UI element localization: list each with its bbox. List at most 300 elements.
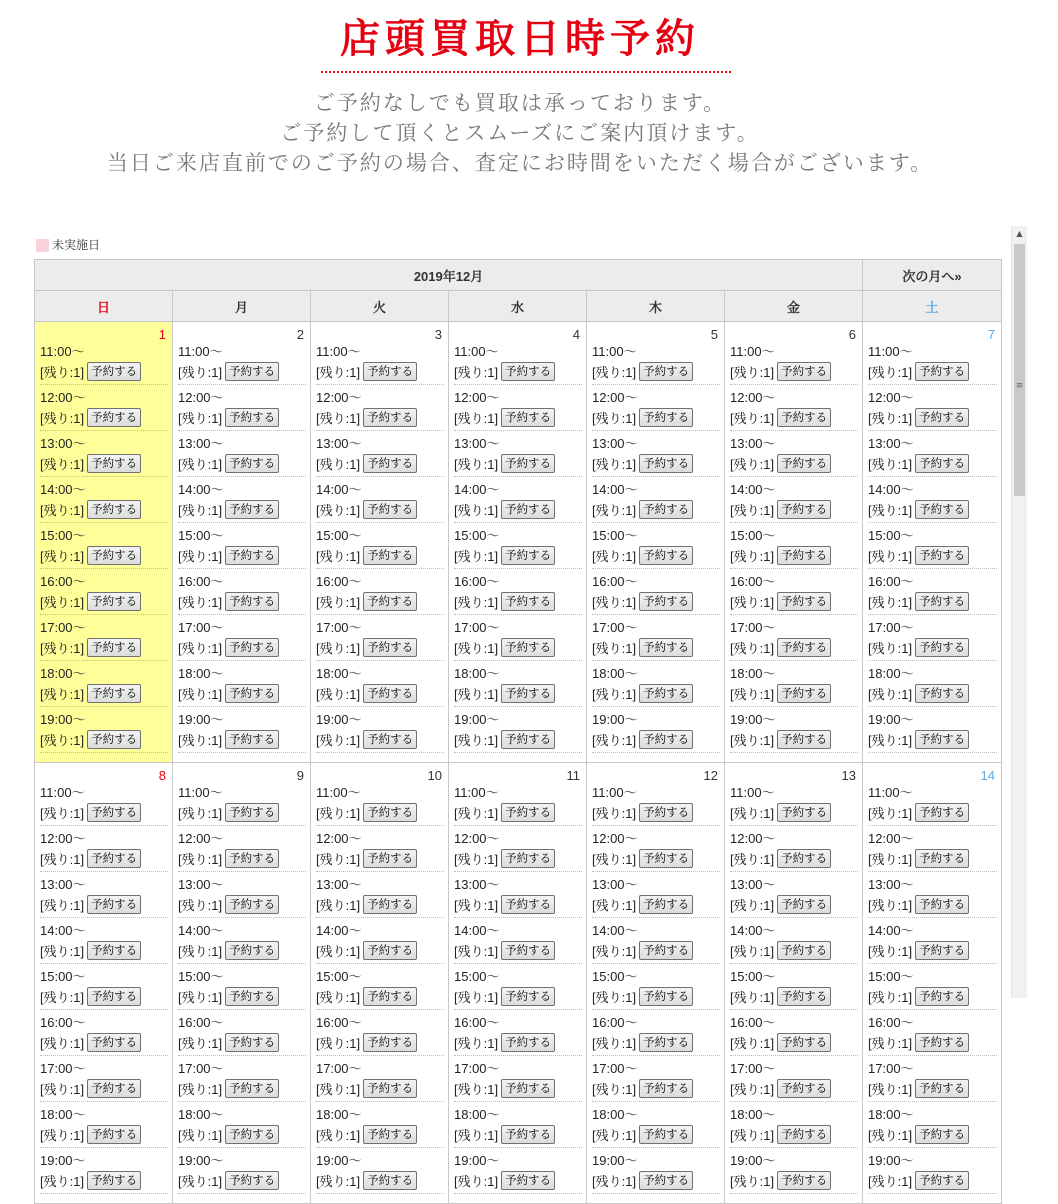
slot-time: 15:00〜 <box>868 528 914 543</box>
reserve-button[interactable]: 予約する <box>363 1125 417 1144</box>
reserve-button[interactable]: 予約する <box>363 592 417 611</box>
reserve-button[interactable]: 予約する <box>87 362 141 381</box>
slot-remaining: [残り:1] <box>592 687 637 702</box>
reserve-button[interactable]: 予約する <box>639 1033 693 1052</box>
reserve-button[interactable]: 予約する <box>363 362 417 381</box>
slot-availability <box>592 986 720 1007</box>
slot-availability <box>730 1078 858 1099</box>
time-slot <box>592 1059 720 1102</box>
time-slot <box>454 710 582 753</box>
reserve-button[interactable]: 予約する <box>363 546 417 565</box>
slot-time: 18:00〜 <box>40 1107 86 1122</box>
day-number: 3 <box>434 327 442 342</box>
time-slot <box>868 1105 997 1148</box>
time-slot <box>316 967 444 1010</box>
reserve-button[interactable]: 予約する <box>225 803 279 822</box>
reserve-button[interactable]: 予約する <box>87 500 141 519</box>
slot-remaining: [残り:1] <box>592 898 637 913</box>
slot-time: 15:00〜 <box>730 528 776 543</box>
time-slot <box>40 388 168 431</box>
reserve-button[interactable]: 予約する <box>363 1079 417 1098</box>
reserve-button[interactable]: 予約する <box>363 1033 417 1052</box>
scroll-thumb[interactable] <box>1014 244 1025 496</box>
slot-availability <box>730 894 858 915</box>
reserve-button[interactable]: 予約する <box>639 638 693 657</box>
slot-time: 12:00〜 <box>316 390 362 405</box>
reserve-button[interactable]: 予約する <box>225 1125 279 1144</box>
slot-availability <box>316 848 444 869</box>
reserve-button[interactable]: 予約する <box>87 1033 141 1052</box>
time-slot <box>178 618 306 661</box>
reserve-button[interactable]: 予約する <box>777 1079 831 1098</box>
reserve-button[interactable]: 予約する <box>87 1171 141 1190</box>
slot-time: 13:00〜 <box>868 436 914 451</box>
reserve-button[interactable]: 予約する <box>639 362 693 381</box>
reserve-button[interactable]: 予約する <box>225 500 279 519</box>
weekday-sat: 土 <box>863 291 1002 322</box>
reserve-button[interactable]: 予約する <box>915 987 969 1006</box>
reserve-button[interactable]: 予約する <box>363 895 417 914</box>
time-slot <box>730 480 858 523</box>
slot-remaining: [残り:1] <box>178 852 223 867</box>
reserve-button[interactable]: 予約する <box>363 684 417 703</box>
reserve-button[interactable]: 予約する <box>915 895 969 914</box>
time-slot <box>178 1151 306 1194</box>
reserve-button[interactable]: 予約する <box>87 638 141 657</box>
reserve-button[interactable]: 予約する <box>363 849 417 868</box>
slot-availability <box>592 453 720 474</box>
reserve-button[interactable]: 予約する <box>87 895 141 914</box>
reserve-button[interactable]: 予約する <box>915 454 969 473</box>
slot-time: 18:00〜 <box>454 666 500 681</box>
intro-line-3: 当日ご来店直前でのご予約の場合、査定にお時間をいただく場合がございます。 <box>106 151 934 175</box>
reserve-button[interactable]: 予約する <box>639 1079 693 1098</box>
time-slot <box>40 1059 168 1102</box>
slot-time: 16:00〜 <box>178 574 224 589</box>
slot-remaining: [残り:1] <box>730 990 775 1005</box>
day-number: 6 <box>848 327 857 342</box>
reserve-button[interactable]: 予約する <box>777 1033 831 1052</box>
reserve-button[interactable]: 予約する <box>777 1125 831 1144</box>
time-slot <box>454 875 582 918</box>
reserve-button[interactable]: 予約する <box>639 1125 693 1144</box>
reserve-button[interactable]: 予約する <box>777 408 831 427</box>
reserve-button[interactable]: 予約する <box>225 987 279 1006</box>
slot-remaining: [残り:1] <box>454 411 499 426</box>
slot-time: 15:00〜 <box>40 969 86 984</box>
reserve-button[interactable]: 予約する <box>639 500 693 519</box>
reserve-button[interactable]: 予約する <box>363 730 417 749</box>
reserve-button[interactable]: 予約する <box>363 941 417 960</box>
slot-time: 17:00〜 <box>730 1061 776 1076</box>
reserve-button[interactable]: 予約する <box>225 730 279 749</box>
reserve-button[interactable]: 予約する <box>225 1079 279 1098</box>
time-slot <box>730 875 858 918</box>
reserve-button[interactable]: 予約する <box>225 638 279 657</box>
reserve-button[interactable]: 予約する <box>501 500 555 519</box>
reserve-button[interactable]: 予約する <box>501 638 555 657</box>
reserve-button[interactable]: 予約する <box>87 1079 141 1098</box>
slot-availability <box>40 848 168 869</box>
reserve-button[interactable]: 予約する <box>501 1079 555 1098</box>
reserve-button[interactable]: 予約する <box>915 1033 969 1052</box>
slot-availability <box>592 1032 720 1053</box>
slot-availability <box>40 1078 168 1099</box>
slot-remaining: [残り:1] <box>454 852 499 867</box>
reserve-button[interactable]: 予約する <box>915 592 969 611</box>
reserve-button[interactable]: 予約する <box>915 684 969 703</box>
reserve-button[interactable]: 予約する <box>501 408 555 427</box>
day-cell <box>311 322 449 763</box>
reserve-button[interactable]: 予約する <box>87 730 141 749</box>
reserve-button[interactable]: 予約する <box>225 408 279 427</box>
reserve-button[interactable]: 予約する <box>87 592 141 611</box>
reserve-button[interactable]: 予約する <box>87 941 141 960</box>
reserve-button[interactable]: 予約する <box>501 1125 555 1144</box>
day-number: 12 <box>703 768 718 783</box>
reserve-button[interactable]: 予約する <box>639 987 693 1006</box>
intro-line-2: ご予約して頂くとスムーズにご案内頂けます。 <box>280 121 760 145</box>
slot-remaining: [残り:1] <box>868 1174 913 1189</box>
reserve-button[interactable]: 予約する <box>639 546 693 565</box>
reserve-button[interactable]: 予約する <box>777 592 831 611</box>
time-slot <box>592 664 720 707</box>
slot-availability <box>178 940 306 961</box>
slot-remaining: [残り:1] <box>178 806 223 821</box>
reserve-button[interactable]: 予約する <box>501 803 555 822</box>
time-slot <box>868 829 997 872</box>
slot-time: 14:00〜 <box>40 482 86 497</box>
time-slot <box>178 1013 306 1056</box>
time-slot <box>592 710 720 753</box>
slot-availability <box>316 637 444 658</box>
reserve-button[interactable]: 予約する <box>363 408 417 427</box>
time-slot <box>178 710 306 753</box>
reserve-button[interactable]: 予約する <box>639 730 693 749</box>
weekday-mon: 月 <box>173 291 311 322</box>
time-slot <box>316 434 444 477</box>
slot-availability <box>178 1124 306 1145</box>
time-slot <box>40 342 168 385</box>
slot-remaining: [残り:1] <box>592 411 637 426</box>
time-slot <box>40 664 168 707</box>
slot-remaining: [残り:1] <box>868 990 913 1005</box>
time-slot <box>730 618 858 661</box>
reserve-button[interactable]: 予約する <box>915 941 969 960</box>
reserve-button[interactable]: 予約する <box>501 454 555 473</box>
time-slot <box>592 526 720 569</box>
slot-remaining: [残り:1] <box>868 595 913 610</box>
reserve-button[interactable]: 予約する <box>639 849 693 868</box>
weekday-tue: 火 <box>311 291 449 322</box>
slot-remaining: [残り:1] <box>868 365 913 380</box>
reserve-button[interactable]: 予約する <box>87 684 141 703</box>
reserve-button[interactable]: 予約する <box>777 1171 831 1190</box>
reserve-button[interactable]: 予約する <box>501 895 555 914</box>
slot-remaining: [残り:1] <box>454 365 499 380</box>
reserve-button[interactable]: 予約する <box>501 1033 555 1052</box>
reserve-button[interactable]: 予約する <box>501 546 555 565</box>
slot-remaining: [残り:1] <box>178 1128 223 1143</box>
reserve-button[interactable]: 予約する <box>225 546 279 565</box>
slot-time: 16:00〜 <box>40 1015 86 1030</box>
reserve-button[interactable]: 予約する <box>87 987 141 1006</box>
day-number: 13 <box>841 768 857 783</box>
page-scrollbar[interactable] <box>1011 226 1027 998</box>
reserve-button[interactable]: 予約する <box>777 454 831 473</box>
slot-remaining: [残り:1] <box>40 549 85 564</box>
slot-availability <box>178 591 306 612</box>
slot-remaining: [残り:1] <box>178 1082 223 1097</box>
slot-availability <box>178 545 306 566</box>
slot-time: 11:00〜 <box>868 785 913 800</box>
slot-availability <box>316 361 444 382</box>
scroll-up-arrow-icon[interactable]: ▲ <box>1016 229 1023 238</box>
slot-time: 12:00〜 <box>454 390 500 405</box>
reserve-button[interactable]: 予約する <box>777 684 831 703</box>
reserve-button[interactable]: 予約する <box>87 454 141 473</box>
slot-time: 14:00〜 <box>592 923 638 938</box>
slot-time: 13:00〜 <box>868 877 914 892</box>
reserve-button[interactable]: 予約する <box>915 500 969 519</box>
slot-remaining: [残り:1] <box>868 503 913 518</box>
time-slot <box>178 342 306 385</box>
reserve-button[interactable]: 予約する <box>225 849 279 868</box>
slot-remaining: [残り:1] <box>316 595 361 610</box>
slot-availability <box>178 848 306 869</box>
slot-remaining: [残り:1] <box>40 365 85 380</box>
reserve-button[interactable]: 予約する <box>363 638 417 657</box>
slot-time: 18:00〜 <box>316 666 362 681</box>
slot-time: 17:00〜 <box>454 1061 500 1076</box>
time-slot <box>316 526 444 569</box>
reserve-button[interactable]: 予約する <box>777 941 831 960</box>
reserve-button[interactable]: 予約する <box>87 408 141 427</box>
time-slot <box>178 480 306 523</box>
slot-availability <box>592 1078 720 1099</box>
reserve-button[interactable]: 予約する <box>915 730 969 749</box>
time-slot <box>316 1013 444 1056</box>
slot-availability <box>40 802 168 823</box>
slot-availability <box>592 637 720 658</box>
time-slot <box>178 783 306 826</box>
slot-availability <box>868 637 997 658</box>
reserve-button[interactable]: 予約する <box>639 408 693 427</box>
reserve-button[interactable]: 予約する <box>225 592 279 611</box>
time-slot <box>316 572 444 615</box>
slot-time: 16:00〜 <box>868 574 914 589</box>
slot-remaining: [残り:1] <box>40 641 85 656</box>
slot-time: 18:00〜 <box>316 1107 362 1122</box>
reserve-button[interactable]: 予約する <box>87 803 141 822</box>
slot-time: 14:00〜 <box>316 923 362 938</box>
slot-availability <box>592 894 720 915</box>
reserve-button[interactable]: 予約する <box>777 500 831 519</box>
slot-availability <box>40 1124 168 1145</box>
slot-time: 17:00〜 <box>454 620 500 635</box>
next-month-link[interactable]: 次の月へ» <box>863 260 1002 291</box>
reserve-button[interactable]: 予約する <box>501 592 555 611</box>
time-slot <box>592 480 720 523</box>
slot-availability <box>592 802 720 823</box>
time-slot <box>454 664 582 707</box>
slot-remaining: [残り:1] <box>40 503 85 518</box>
reserve-button[interactable]: 予約する <box>501 849 555 868</box>
slot-time: 19:00〜 <box>316 712 362 727</box>
reserve-button[interactable]: 予約する <box>87 546 141 565</box>
reserve-button[interactable]: 予約する <box>777 987 831 1006</box>
reserve-button[interactable]: 予約する <box>501 941 555 960</box>
reserve-button[interactable]: 予約する <box>363 454 417 473</box>
reserve-button[interactable]: 予約する <box>915 546 969 565</box>
time-slot <box>40 710 168 753</box>
reserve-button[interactable]: 予約する <box>777 849 831 868</box>
slot-time: 19:00〜 <box>178 1153 224 1168</box>
slot-remaining: [残り:1] <box>454 595 499 610</box>
reserve-button[interactable]: 予約する <box>777 362 831 381</box>
slot-availability <box>178 1170 306 1191</box>
slot-remaining: [残り:1] <box>316 549 361 564</box>
slot-time: 19:00〜 <box>454 1153 500 1168</box>
slot-time: 18:00〜 <box>40 666 86 681</box>
slot-availability <box>868 894 997 915</box>
reserve-button[interactable]: 予約する <box>777 546 831 565</box>
reserve-button[interactable]: 予約する <box>501 1171 555 1190</box>
reserve-button[interactable]: 予約する <box>639 1171 693 1190</box>
reserve-button[interactable]: 予約する <box>639 684 693 703</box>
time-slot <box>316 480 444 523</box>
time-slot <box>40 829 168 872</box>
reserve-button[interactable]: 予約する <box>87 849 141 868</box>
slot-time: 17:00〜 <box>316 620 362 635</box>
reserve-button[interactable]: 予約する <box>501 730 555 749</box>
slot-remaining: [残り:1] <box>178 411 223 426</box>
reserve-button[interactable]: 予約する <box>915 849 969 868</box>
reserve-button[interactable]: 予約する <box>501 684 555 703</box>
slot-time: 13:00〜 <box>454 877 500 892</box>
slot-time: 13:00〜 <box>178 877 224 892</box>
reserve-button[interactable]: 予約する <box>363 987 417 1006</box>
reserve-button[interactable]: 予約する <box>639 803 693 822</box>
slot-remaining: [残り:1] <box>40 898 85 913</box>
day-cell <box>863 763 1002 1204</box>
reserve-button[interactable]: 予約する <box>501 987 555 1006</box>
time-slot <box>316 1151 444 1194</box>
slot-remaining: [残り:1] <box>316 898 361 913</box>
reserve-button[interactable]: 予約する <box>363 803 417 822</box>
slot-time: 14:00〜 <box>868 482 914 497</box>
time-slot <box>868 921 997 964</box>
time-slot <box>868 1151 997 1194</box>
slot-remaining: [残り:1] <box>592 733 637 748</box>
slot-availability <box>868 848 997 869</box>
reserve-button[interactable]: 予約する <box>915 362 969 381</box>
slot-remaining: [残り:1] <box>316 1082 361 1097</box>
reserve-button[interactable]: 予約する <box>363 500 417 519</box>
reserve-button[interactable]: 予約する <box>915 408 969 427</box>
reserve-button[interactable]: 予約する <box>87 1125 141 1144</box>
slot-availability <box>868 729 997 750</box>
slot-time: 11:00〜 <box>868 344 913 359</box>
slot-availability <box>316 591 444 612</box>
reserve-button[interactable]: 予約する <box>915 638 969 657</box>
intro-text <box>0 88 1040 178</box>
reserve-button[interactable]: 予約する <box>777 730 831 749</box>
slot-remaining: [残り:1] <box>40 944 85 959</box>
slot-remaining: [残り:1] <box>868 1036 913 1051</box>
slot-remaining: [残り:1] <box>454 944 499 959</box>
reservation-calendar <box>34 259 1002 1204</box>
slot-availability <box>316 453 444 474</box>
reserve-button[interactable]: 予約する <box>225 1171 279 1190</box>
slot-remaining: [残り:1] <box>454 898 499 913</box>
slot-time: 15:00〜 <box>316 528 362 543</box>
time-slot <box>454 480 582 523</box>
reserve-button[interactable]: 予約する <box>639 895 693 914</box>
slot-time: 17:00〜 <box>40 1061 86 1076</box>
slot-availability <box>454 499 582 520</box>
time-slot <box>868 388 997 431</box>
reserve-button[interactable]: 予約する <box>915 1079 969 1098</box>
slot-availability <box>454 1078 582 1099</box>
slot-time: 19:00〜 <box>40 712 86 727</box>
reserve-button[interactable]: 予約する <box>777 638 831 657</box>
reserve-button[interactable]: 予約する <box>639 454 693 473</box>
day-cell <box>35 763 173 1204</box>
reserve-button[interactable]: 予約する <box>639 941 693 960</box>
slot-availability <box>868 802 997 823</box>
slot-time: 12:00〜 <box>40 831 86 846</box>
slot-time: 19:00〜 <box>592 1153 638 1168</box>
reserve-button[interactable]: 予約する <box>639 592 693 611</box>
reserve-button[interactable]: 予約する <box>777 803 831 822</box>
slot-availability <box>868 1078 997 1099</box>
slot-remaining: [残り:1] <box>316 1036 361 1051</box>
slot-availability <box>178 986 306 1007</box>
slot-time: 19:00〜 <box>730 712 776 727</box>
day-number: 4 <box>572 327 580 342</box>
slot-availability <box>40 407 168 428</box>
slot-time: 19:00〜 <box>178 712 224 727</box>
slot-time: 14:00〜 <box>178 923 224 938</box>
slot-availability <box>730 545 858 566</box>
slot-time: 18:00〜 <box>592 1107 638 1122</box>
reserve-button[interactable]: 予約する <box>915 1125 969 1144</box>
reserve-button[interactable]: 予約する <box>225 895 279 914</box>
slot-availability <box>868 591 997 612</box>
reserve-button[interactable]: 予約する <box>915 1171 969 1190</box>
time-slot <box>40 526 168 569</box>
slot-availability <box>178 894 306 915</box>
time-slot <box>592 1151 720 1194</box>
slot-time: 11:00〜 <box>454 785 499 800</box>
slot-time: 12:00〜 <box>592 390 638 405</box>
time-slot <box>592 967 720 1010</box>
reserve-button[interactable]: 予約する <box>501 362 555 381</box>
slot-availability <box>178 361 306 382</box>
reserve-button[interactable]: 予約する <box>777 895 831 914</box>
reserve-button[interactable]: 予約する <box>225 941 279 960</box>
reserve-button[interactable]: 予約する <box>363 1171 417 1190</box>
slot-time: 17:00〜 <box>316 1061 362 1076</box>
reserve-button[interactable]: 予約する <box>225 684 279 703</box>
slot-remaining: [残り:1] <box>592 595 637 610</box>
reserve-button[interactable]: 予約する <box>225 1033 279 1052</box>
reserve-button[interactable]: 予約する <box>915 803 969 822</box>
slot-availability <box>178 637 306 658</box>
reserve-button[interactable]: 予約する <box>225 454 279 473</box>
reserve-button[interactable]: 予約する <box>225 362 279 381</box>
